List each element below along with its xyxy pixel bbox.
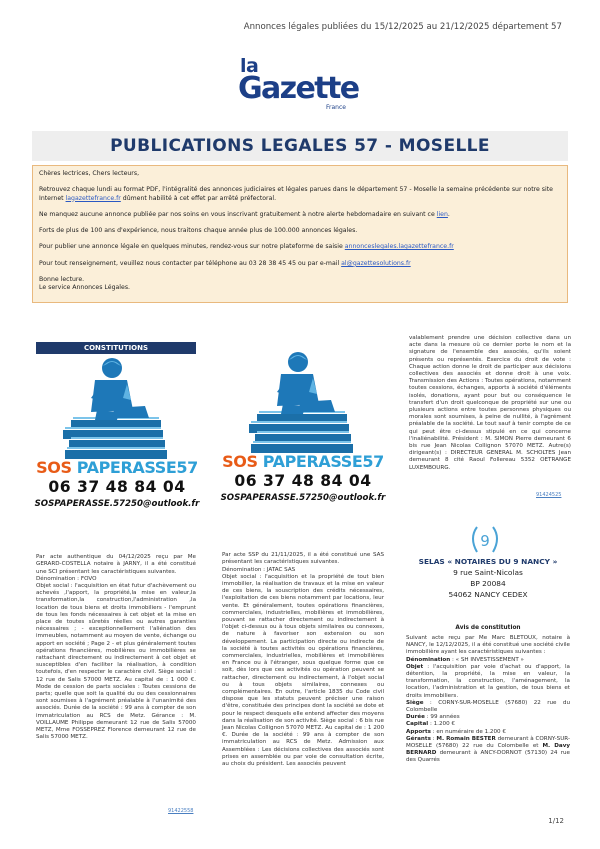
notice-sh-intro: Suivant acte reçu par Me Marc BLETOUX, notaire à NANCY, le 12/12/2025, il a été constitué une société civile immobilière ayant les caractéristiques suivantes : [406,635,570,656]
notice-fovo-ref[interactable]: 91422558 [168,808,194,814]
notice-jatac-continued-text: valablement prendre une décision collective dans un acte dans la mesure où ce dernier porte le nom et la signature de l'ensemble des associés, qu'ils soient présents ou représentés. Exercice du droit de vote : Chaque action donne le droit de participer aux décisions collectives des associés et donne droit à une voix. Transmission des Actions : Toutes opérations, notamment toutes cessions, échanges, apports à société d'éléments isolés, donations, ayant pour but ou conséquence le transfert d'un droit quelconque de propriété sur une ou plusieurs actions entre toutes personnes physiques ou morales sont soumises, à peine de nullité, à l'agrément préalable de la société. Le tout sauf à tenir compte de ce qui peut être ci-dessus stipulé en ce qui concerne l'inaliénabilité. Président : M. SIMON Pierre demeurant 6 bis rue Jean Nicolas Collignon 57070 METZ. Autre(s) dirigeant(s) : DIRECTEUR GENERAL M. SCHOLTES Jean demeurant 8 cité Raoul Follereau 5352 OETRANGE LUXEMBOURG. [409,335,571,471]
alert-link[interactable]: lien [436,210,448,218]
intro-paragraph-publish: Pour publier une annonce légale en quelques minutes, rendez-vous sur notre plateforme de saisie annonceslegales.lagazettefrance.fr [39,243,454,251]
thinker-on-papers-icon [57,354,177,460]
office-address-bp: BP 20084 [470,579,506,588]
notice-jatac [222,545,384,768]
intro-paragraph-alert: Ne manquez aucune annonce publiée par nos soins en vous inscrivant gratuitement à notre alerte hebdomadaire en suivant ce lien. [39,210,450,218]
page-title-band [32,131,568,161]
ad-email[interactable]: SOSPAPERASSE.57250@outlook.fr [34,499,200,509]
notice-sh-investissement: Suivant acte reçu par Me Marc BLETOUX, notaire à NANCY, le 12/12/2025, il a été constitué une société civile immobilière ayant les caractéristiques suivantes : Dénomination : « SH INVESTISSEMENT » Objet : l'acquisition par voie d'achat ou d'apport, la détention, la propriété, la mise en valeur, la transformation, la construction, l'aménagement, la location, l'administration et la gestion, de tous biens et droits immobiliers. Siège : CORNY-SUR-MOSELLE (57680) 22 rue du Colombelle Durée : 99 années Capital : 1.200 € Apports : en numéraire de 1.200 € Gérants : M. Romain BESTER demeurant à CORNY-SUR-MOSELLE (57680) 22 rue du Colombelle et M. Davy BERNARD demeurant à ANCY-DORNOT (57130) 24 rue des Quarrés [406,635,570,764]
section-constitutions: CONSTITUTIONS [36,342,196,354]
intro-signature: Le service Annonces Légales. [39,284,131,292]
svg-text:9: 9 [480,532,490,550]
page-title: PUBLICATIONS LEGALES 57 - MOSELLE [110,136,490,156]
ad-brand: SOS PAPERASSE57 [222,452,384,471]
notice-fovo-text: Par acte authentique du 04/12/2025 reçu par Me GERARD-COSTELLA notaire à JARNY, il a été constitué une SCI présentant les caractéristiques suivantes. Dénomination : FOVO Objet social : l'acquisition en état futur d'achèvement ou achevés ,l'apport, la propriété,la mise en valeur,la transformation,la construction,l'administration ,la location de tous biens et droits immobiliers - l'emprunt de tous les fonds nécessaires à cet objet et la mise en place de toutes sûretés réelles ou autres garanties nécessaires ; - exceptionnellement l'aliénation des immeubles, notamment au moyen de vente, échange ou apport en société ; Page 2 - et plus généralement toutes opérations financières, mobilières ou immobilières se rattachant directement ou indirectement à cet objet et susceptibles d'en faciliter la réalisation, à condition toutefois, d'en respecter le caractère civil. Siège social : 12 rue de Salis 57000 METZ. Au capital de : 1 000 €. Mode de cession de parts sociales : Toutes cessions de parts; quelle que soit la qualité du ou des cessionnaires sont soumises à l'agrément préalable à l'unanimité des associés. Durée de la société : 99 ans à compter de son immatriculation au RCS de Metz. Gérance : M. VOILLAUME Philippe demeurant 12 rue de Salis 57000 METZ, Mme FOSSEPREZ Florence demeurant 12 rue de Salis 57000 METZ. [36,554,196,741]
intro-paragraph-pdf: Retrouvez chaque lundi au format PDF, l'intégralité des annonces judiciaires et légales parues dans le département 57 - Moselle la semaine précédente sur notre site Internet lagazettefrance.fr dûment habilité à cet effet par arrêté préfectoral. [39,186,553,202]
office-name: SELAS « NOTAIRES DU 9 NANCY » [418,557,558,566]
logo-gazette: Gazette [238,71,359,106]
notice-jatac-continued [409,335,571,472]
intro-closing: Bonne lecture. [39,276,85,284]
notice-fovo [36,547,196,741]
logo-france: France [326,104,346,111]
intro-paragraph-contact: Pour tout renseignement, veuillez nous contacter par téléphone au 03 28 38 45 45 ou par e-mail al@gazettesolutions.fr [39,259,411,267]
ad-phone: 06 37 48 84 04 [48,478,186,496]
logo-la: la [240,55,259,77]
email-link[interactable]: al@gazettesolutions.fr [341,259,411,267]
ad-brand: SOS PAPERASSE57 [36,458,198,477]
thinker-on-papers-icon [243,348,363,454]
office-address-city: 54062 NANCY CEDEX [448,590,528,599]
ad-phone: 06 37 48 84 04 [234,472,372,490]
publication-period: Annonces légales publiées du 15/12/2025 au 21/12/2025 département 57 [243,22,562,32]
intro-box [32,165,568,303]
ad-email[interactable]: SOSPAPERASSE.57250@outlook.fr [220,493,386,503]
notice-jatac-text: Par acte SSP du 21/11/2025, il a été constitué une SAS présentant les caractéristiques suivantes. Dénomination : JATAC SAS Objet social : l'acquisition et la propriété de tout bien immobilier, la réalisation de travaux et la mise en valeur de ces biens, la souscription des crédits nécessaires, l'exploitation de ces biens notamment par locations, leur vente. Et généralement, toutes opérations financières, commerciales, industrielles, mobilières et immobilières, pouvant se rattacher directement ou indirectement à l'objet ci-dessus ou à tous objets similaires ou connexes, de nature à favoriser son extension ou son développement. La participation directe ou indirecte de la société à toutes activités ou opérations financières, commerciales, industrielles, mobilières et immobilières en France ou à l'étranger, sous quelque forme que ce soit, dès lors que ces activités ou opération peuvent se rattacher, directement ou indirectement, à l'objet social ou à tous objets similaires, connexes ou complémentaires. En outre, l'article 1835 du Code civil dispose que les statuts peuvent préciser une raison d'être, constituée des principes dont la société se dote et pour le respect desquels elle entend affecter des moyens dans la réalisation de son activité. Siège social : 6 bis rue Jean Nicolas Collignon 57070 METZ. Au capital de : 1 200 €. Durée de la société : 99 ans à compter de son immatriculation au RCS de Metz. Admission aux Assemblées : Les décisions collectives des associés sont prises en assemblée ou par voie de consultation écrite, au choix du président. Les associés peuvent [222,552,384,768]
office-address-street: 9 rue Saint-Nicolas [453,568,523,577]
sos-paperasse-ad [219,344,387,546]
notice-title: Avis de constitution [455,625,521,631]
intro-greeting: Chères lectrices, Chers lecteurs, [39,170,140,177]
notice-jatac-ref[interactable]: 91424525 [536,492,562,498]
gazette-logo [238,55,370,111]
page-number: 1/12 [548,817,564,825]
intro-paragraph-experience: Forts de plus de 100 ans d'expérience, nous traitons chaque année plus de 100.000 annonces légales. [39,227,358,235]
sos-paperasse-ad [33,350,201,552]
site-link[interactable]: lagazettefrance.fr [65,194,121,202]
platform-link[interactable]: annonceslegales.lagazettefrance.fr [344,243,454,251]
